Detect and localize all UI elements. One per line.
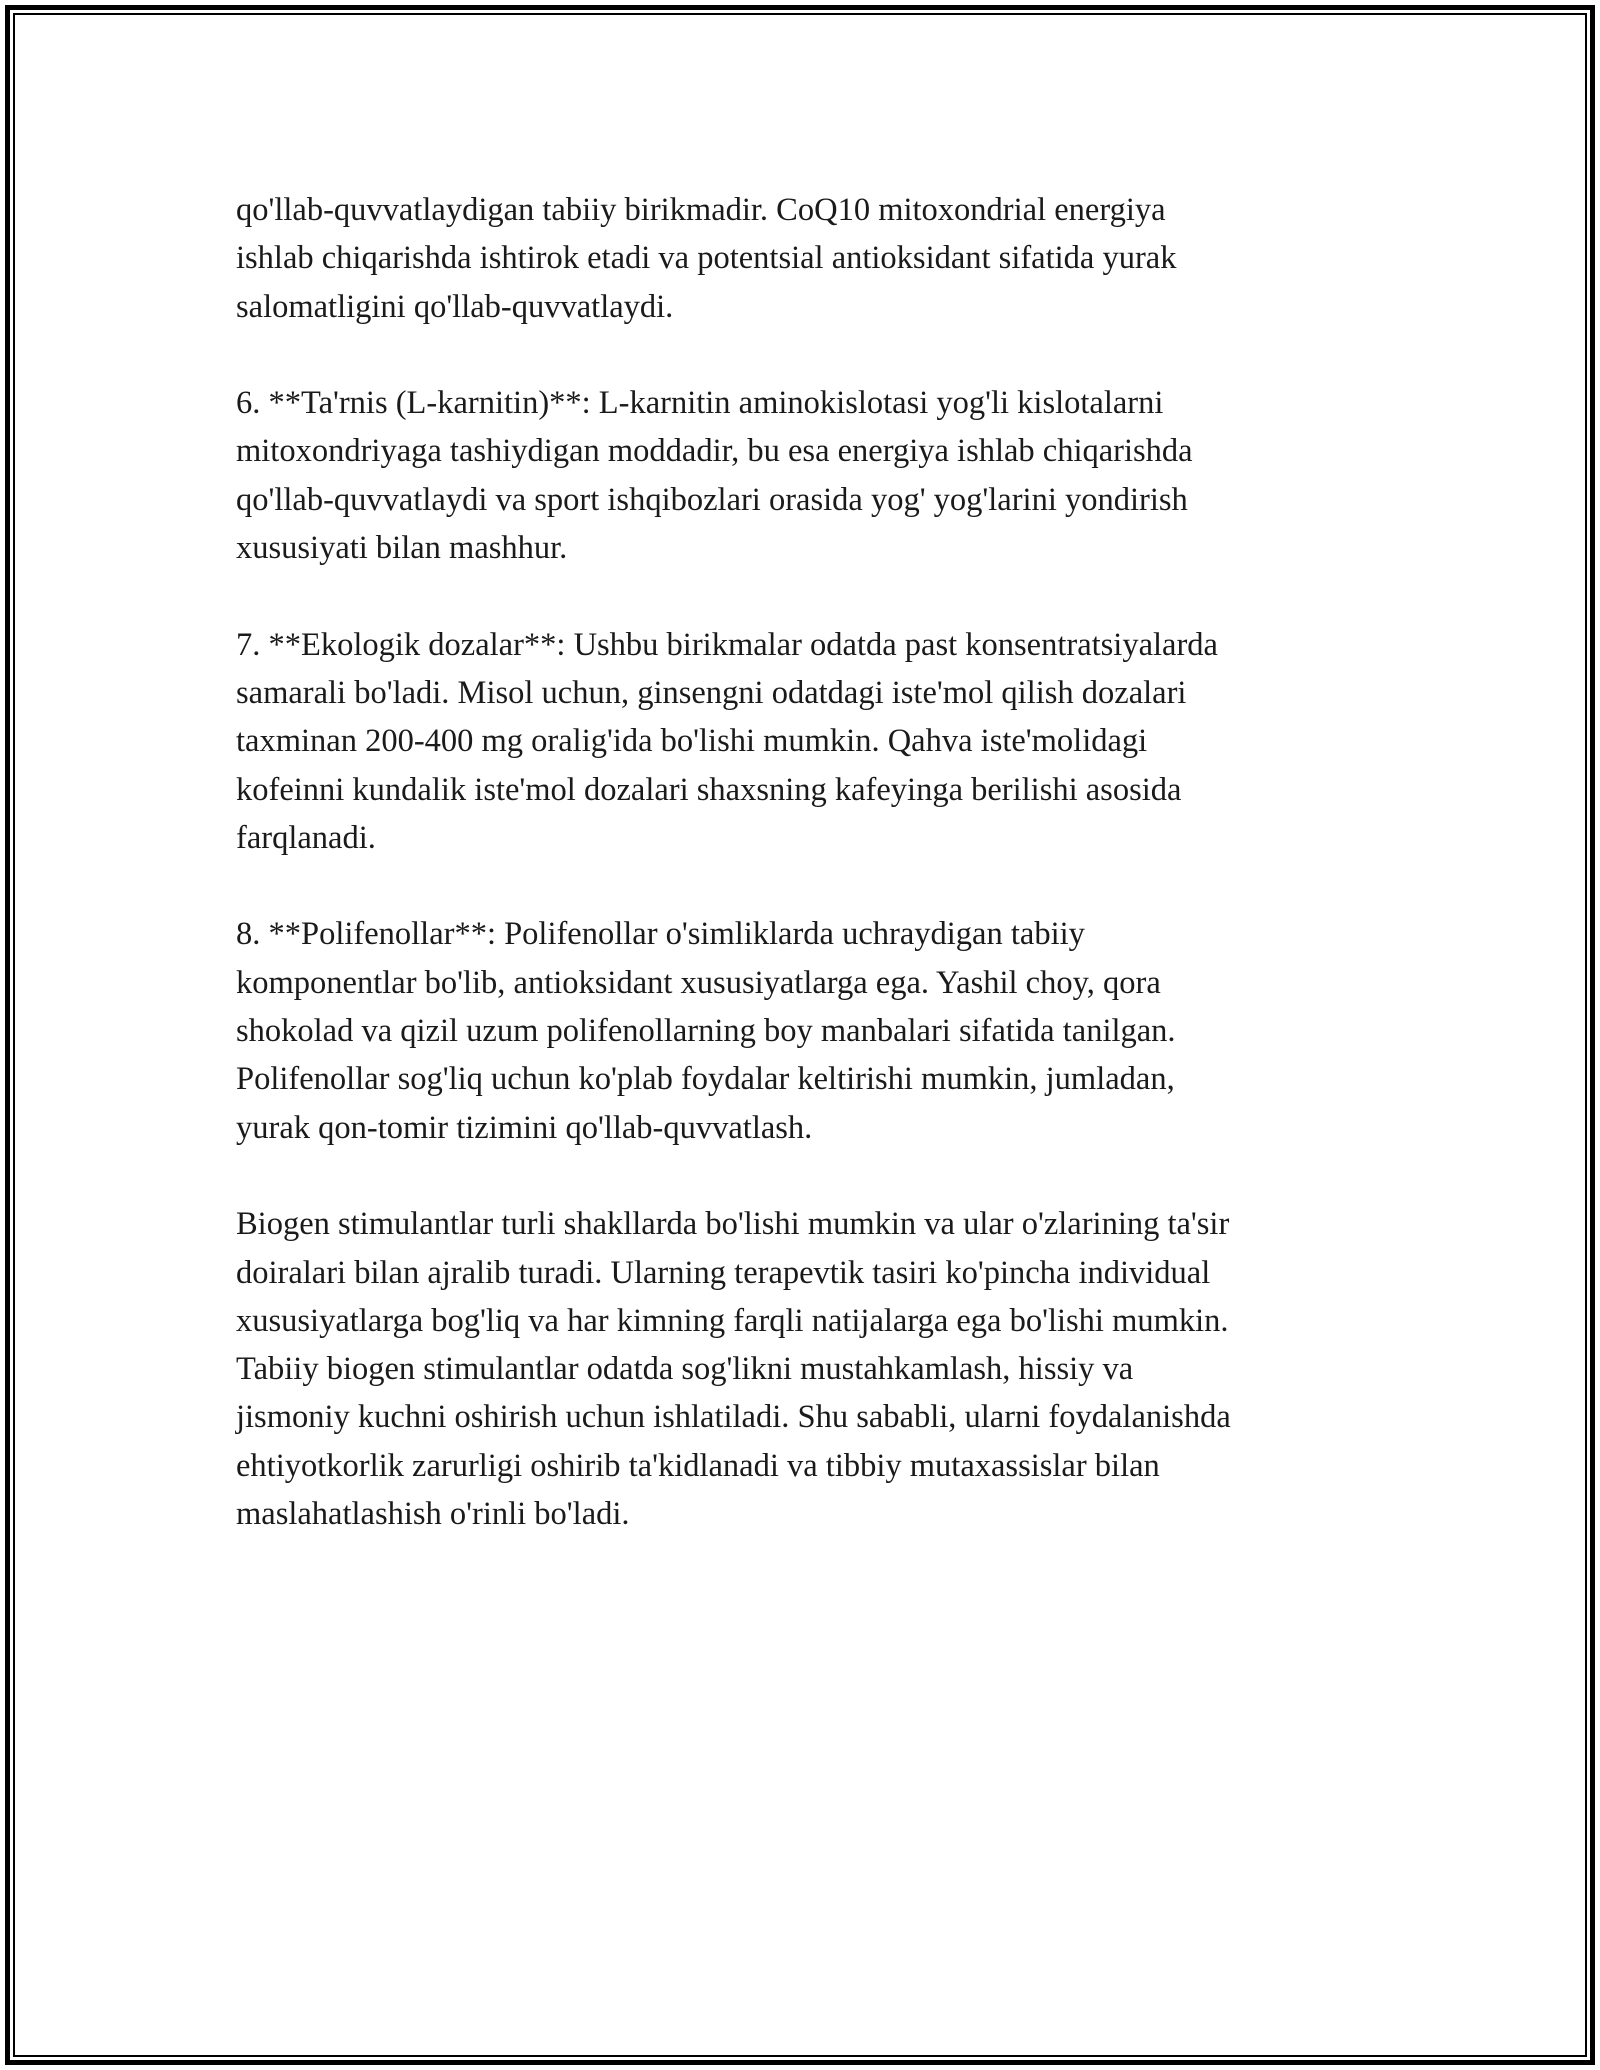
paragraph-coq10-continuation: qo'llab-quvvatlaydigan tabiiy birikmadir. CoQ10 mitoxondrial energiya ishlab chiqarishda ishtirok etadi va potentsial antioksidant sifatida yurak salomatligini qo'llab-quvvatlaydi. [236,192,1177,325]
paragraph-item-6-l-karnitin: 6. **Ta'rnis (L-karnitin)**: L-karnitin aminokislotasi yog'li kislotalarni mitoxondriyaga tashiydigan moddadir, bu esa energiya ishlab chiqarishda qo'llab-quvvatlaydi va sport ishqibozlari orasida yog' yog'larini yondirish xususiyati bilan mashhur. [236,385,1193,567]
paragraph-item-8-polifenollar: 8. **Polifenollar**: Polifenollar o'simliklarda uchraydigan tabiiy komponentlar bo'lib, antioksidant xususiyatlarga ega. Yashil choy, qora shokolad va qizil uzum polifenollarning boy manbalari sifatida tanilgan. Polifenollar sog'liq uchun ko'plab foydalar keltirishi mumkin, jumladan, yurak qon-tomir tizimini qo'llab-quvvatlash. [236,916,1176,1146]
document-body [236,186,1376,1538]
paragraph-conclusion: Biogen stimulantlar turli shakllarda bo'lishi mumkin va ular o'zlarining ta'sir doiralari bilan ajralib turadi. Ularning terapevtik tasiri ko'pincha individual xususiyatlarga bog'liq va har kimning farqli natijalarga ega bo'lishi mumkin. Tabiiy biogen stimulantlar odatda sog'likni mustahkamlash, hissiy va jismoniy kuchni oshirish uchun ishlatiladi. Shu sababli, ularni foydalanishda ehtiyotkorlik zarurligi oshirib ta'kidlanadi va tibbiy mutaxassislar bilan maslahatlashish o'rinli bo'ladi. [236,1206,1231,1533]
paragraph-item-7-ekologik-dozalar: 7. **Ekologik dozalar**: Ushbu birikmalar odatda past konsentratsiyalarda samarali bo'ladi. Misol uchun, ginsengni odatdagi iste'mol qilish dozalari taxminan 200-400 mg oralig'ida bo'lishi mumkin. Qahva iste'molidagi kofeinni kundalik iste'mol dozalari shaxsning kafeyinga berilishi asosida farqlanadi. [236,626,1218,856]
